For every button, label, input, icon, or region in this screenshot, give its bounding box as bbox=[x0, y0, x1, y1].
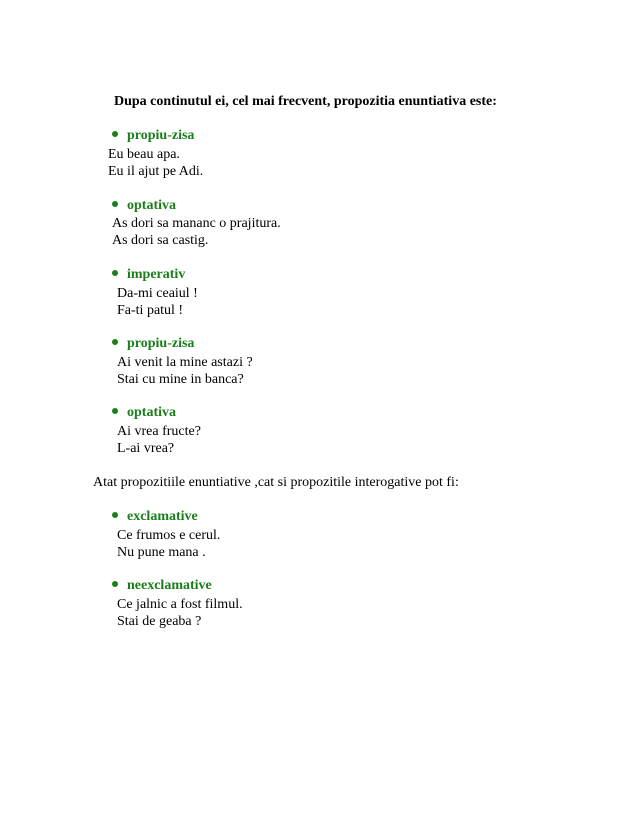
example-line: Nu pune mana . bbox=[117, 545, 206, 560]
bullet-dot-icon bbox=[112, 512, 118, 518]
example-line: Ai venit la mine astazi ? bbox=[117, 355, 253, 370]
bullet-dot-icon bbox=[112, 339, 118, 345]
bullet-item-optativa-1 bbox=[112, 197, 176, 214]
example-line: Da-mi ceaiul ! bbox=[117, 286, 198, 301]
bullet-label: optativa bbox=[127, 405, 176, 420]
bullet-dot-icon bbox=[112, 581, 118, 587]
bullet-label: propiu-zisa bbox=[127, 336, 195, 351]
bullet-label: exclamative bbox=[127, 509, 198, 524]
heading: Dupa continutul ei, cel mai frecvent, propozitia enuntiativa este: bbox=[114, 94, 497, 109]
example-line: Eu il ajut pe Adi. bbox=[108, 164, 204, 179]
example-line: Fa-ti patul ! bbox=[117, 303, 184, 318]
bullet-item-exclamative bbox=[112, 508, 198, 525]
example-line: As dori sa mananc o prajitura. bbox=[112, 216, 281, 231]
bullet-label: neexclamative bbox=[127, 578, 212, 593]
bullet-item-propriu-zisa-2 bbox=[112, 335, 194, 352]
bullet-label: optativa bbox=[127, 198, 176, 213]
bullet-dot-icon bbox=[112, 131, 118, 137]
bullet-item-imperativ bbox=[112, 266, 185, 283]
example-line: Stai cu mine in banca? bbox=[117, 372, 244, 387]
example-line: As dori sa castig. bbox=[112, 233, 209, 248]
bullet-label: propiu-zisa bbox=[127, 128, 195, 143]
bullet-item-propriu-zisa-1 bbox=[112, 127, 194, 144]
example-line: Eu beau apa. bbox=[108, 147, 180, 162]
example-line: Stai de geaba ? bbox=[117, 614, 202, 629]
example-line: Ce frumos e cerul. bbox=[117, 528, 221, 543]
bullet-dot-icon bbox=[112, 408, 118, 414]
bullet-dot-icon bbox=[112, 201, 118, 207]
bullet-label: imperativ bbox=[127, 267, 186, 282]
bullet-item-optativa-2 bbox=[112, 404, 176, 421]
paragraph-text: Atat propozitiile enuntiative ,cat si propozitile interogative pot fi: bbox=[93, 475, 459, 490]
bullet-dot-icon bbox=[112, 270, 118, 276]
example-line: Ai vrea fructe? bbox=[117, 424, 201, 439]
bullet-item-neexclamative bbox=[112, 577, 212, 594]
example-line: L-ai vrea? bbox=[117, 441, 175, 456]
example-line: Ce jalnic a fost filmul. bbox=[117, 597, 243, 612]
